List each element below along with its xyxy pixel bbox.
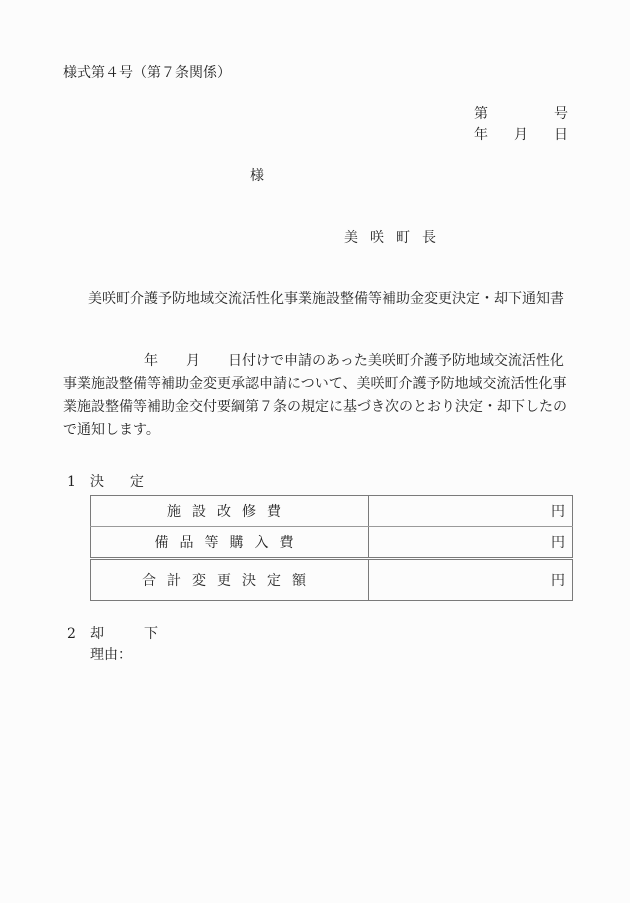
body-month: 月 [186,353,200,369]
yen-unit: 円 [551,573,565,589]
body-paragraph [63,350,569,442]
yen-unit: 円 [551,535,565,551]
section2-heading [90,627,158,641]
row-value-facility-renovation[interactable] [369,496,573,527]
row-label-facility-renovation: 施設改修費 [91,496,369,527]
row-value-equipment-purchase[interactable] [369,527,573,559]
decision-amount-table [90,495,573,601]
row-value-total-decided[interactable] [369,559,573,601]
section2-label-a: 却 [90,626,104,642]
section1-label-b: 定 [130,474,144,490]
yen-unit: 円 [551,504,565,520]
section1-heading [90,475,144,489]
date-year: 年 [474,127,488,143]
table-row [91,559,573,601]
table-row [91,496,573,527]
section1-label-a: 決 [90,474,104,490]
table-row [91,527,573,559]
section1-number: 1 [67,474,76,490]
rejection-reason-label: 理由： [90,647,132,663]
date-month: 月 [514,127,528,143]
section2-label-b: 下 [144,626,158,642]
row-label-equipment-purchase: 備品等購入費 [91,527,369,559]
body-text: 日付けで申請のあった美咲町介護予防地域交流活性化事業施設整備等補助金変更承認申請について、美咲町介護予防地域交流活性化事業施設整備等補助金交付要綱第７条の規定に基づき次のとおり決定・却下したので通知します。 [63,353,567,438]
form-number: 様式第４号（第７条関係） [63,65,231,81]
doc-no-suffix: 号 [554,106,568,122]
date-day: 日 [554,127,568,143]
body-year: 年 [144,353,158,369]
document-title: 美咲町介護予防地域交流活性化事業施設整備等補助金変更決定・却下通知書 [88,291,564,307]
addressee-honorific: 様 [250,168,264,184]
row-label-total-decided: 合計変更決定額 [91,559,369,601]
sender-name: 美咲町長 [344,230,448,246]
doc-no-prefix: 第 [474,106,488,122]
section2-number: 2 [67,626,76,642]
